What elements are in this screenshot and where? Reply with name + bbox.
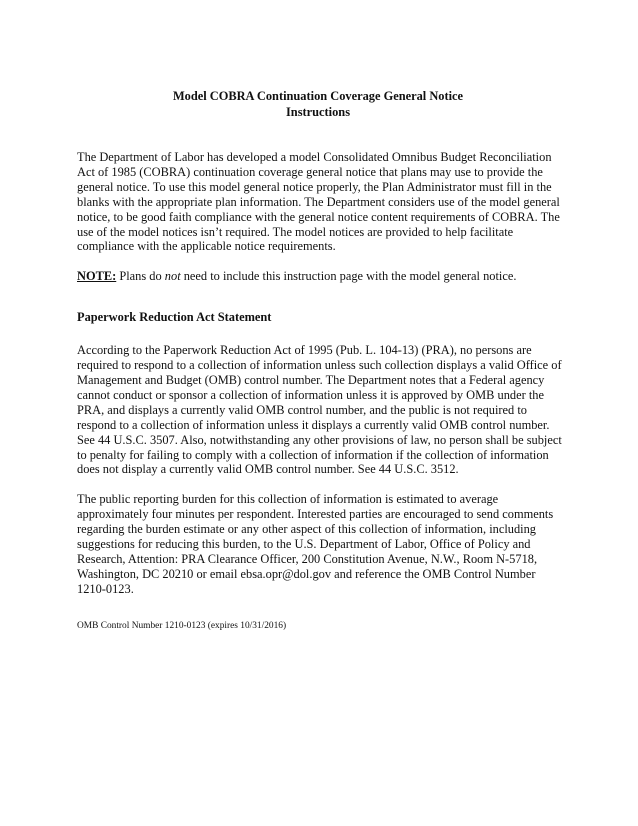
- document-body: [77, 88, 563, 597]
- note-text-after: need to include this instruction page with the model general notice.: [180, 269, 517, 284]
- title-line-1: Model COBRA Continuation Coverage General Notice: [172, 89, 464, 103]
- document-title: [73, 88, 563, 120]
- pra-heading: Paperwork Reduction Act Statement: [77, 310, 272, 325]
- intro-paragraph: The Department of Labor has developed a model Consolidated Omnibus Budget Reconciliation Act of 1985 (COBRA) continuation coverage general notice that plans may use to provide the general notice. To use this model general notice properly, the Plan Administrator must fill in the blanks with the appropriate plan information. The Department considers use of the model general notice, to be good faith compliance with the general notice content requirements of COBRA. The use of the model notices isn’t required. The model notices are provided to help facilitate compliance with the applicable notice requirements.: [77, 150, 560, 254]
- note-label: NOTE:: [77, 269, 117, 284]
- note-text-before: Plans do: [116, 269, 165, 284]
- note-emphasis: not: [164, 269, 181, 284]
- omb-control-footer: OMB Control Number 1210-0123 (expires 10/31/2016): [77, 621, 287, 631]
- pra-paragraph-1: According to the Paperwork Reduction Act of 1995 (Pub. L. 104-13) (PRA), no persons are required to respond to a collection of information unless such collection displays a valid Office of Management and Budget (OMB) control number. The Department notes that a Federal agency cannot conduct or sponsor a collection of information unless it is approved by OMB under the PRA, and displays a currently valid OMB control number, and the public is not required to respond to a collection of information unless it displays a currently valid OMB control number. See 44 U.S.C. 3507. Also, notwithstanding any other provisions of law, no person shall be subject to penalty for failing to comply with a collection of information if the collection of information does not display a currently valid OMB control number. See 44 U.S.C. 3512.: [77, 343, 562, 477]
- title-line-2: Instructions: [285, 105, 351, 119]
- pra-paragraph-2: The public reporting burden for this collection of information is estimated to average approximately four minutes per respondent. Interested parties are encouraged to send comments regarding the burden estimate or any other aspect of this collection of information, including suggestions for reducing this burden, to the U.S. Department of Labor, Office of Policy and Research, Attention: PRA Clearance Officer, 200 Constitution Avenue, N.W., Room N-5718, Washington, DC 20210 or email ebsa.opr@dol.gov and reference the OMB Control Number 1210-0123.: [77, 492, 554, 596]
- note-paragraph: [77, 269, 563, 284]
